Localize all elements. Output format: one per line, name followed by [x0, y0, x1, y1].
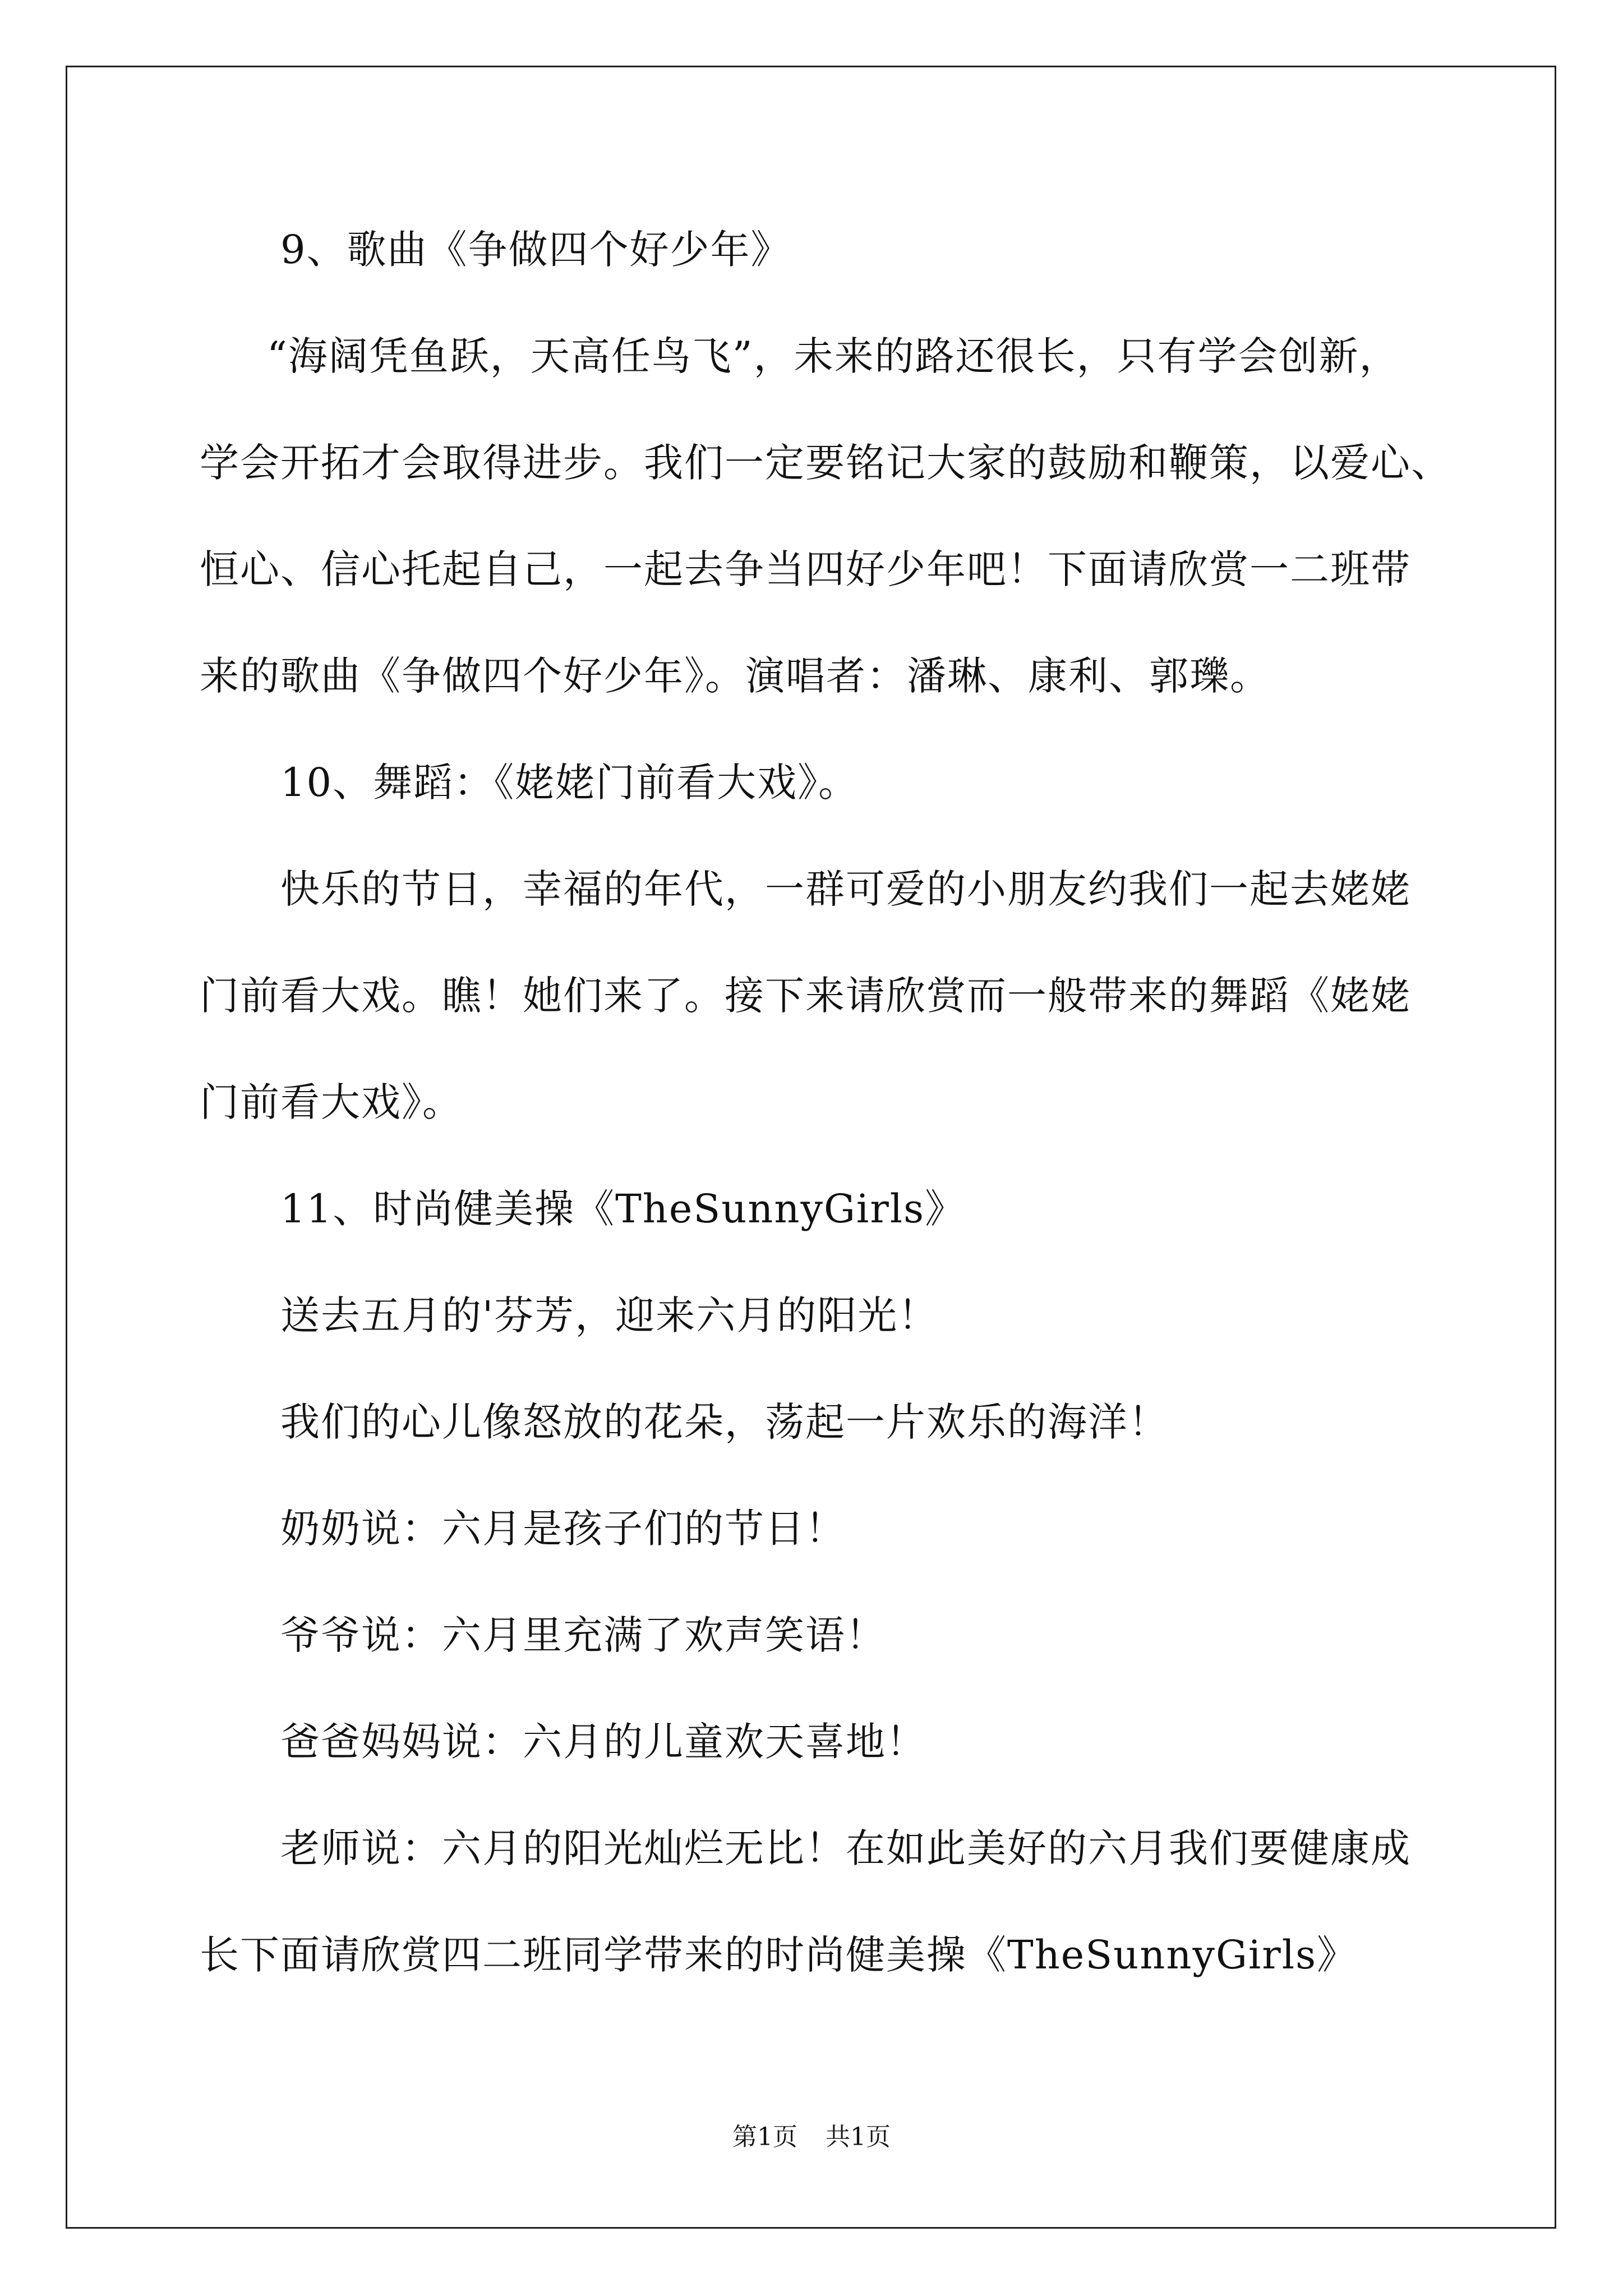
paragraph-line: “海阔凭鱼跃，天高任鸟飞”，未来的路还很长，只有学会创新， — [267, 333, 1400, 379]
heading-song: 9、歌曲《争做四个好少年》 — [280, 227, 791, 273]
page-number-current: 第1页 — [732, 2123, 797, 2151]
document-body — [200, 219, 1484, 2031]
paragraph-line: 爸爸妈妈说：六月的儿童欢天喜地！ — [280, 1719, 926, 1765]
paragraph-line: 爷爷说：六月里充满了欢声笑语！ — [280, 1612, 886, 1658]
paragraph-line: 来的歌曲《争做四个好少年》。演唱者：潘琳、康利、郭瓅。 — [200, 653, 1270, 699]
paragraph-line: 长下面请欣赏四二班同学带来的时尚健美操《TheSunnyGirls》 — [200, 1932, 1358, 1978]
paragraph-line: 恒心、信心托起自己，一起去争当四好少年吧！下面请欣赏一二班带 — [200, 546, 1411, 592]
paragraph-line: 送去五月的'芬芳，迎来六月的阳光！ — [280, 1292, 939, 1338]
heading-aerobics: 11、时尚健美操《TheSunnyGirls》 — [280, 1186, 966, 1232]
paragraph-line: 我们的心儿像怒放的花朵，荡起一片欢乐的海洋！ — [280, 1399, 1169, 1445]
paragraph-line: 门前看大戏》。 — [200, 1079, 463, 1125]
paragraph-line: 快乐的节日，幸福的年代，一群可爱的小朋友约我们一起去姥姥 — [280, 866, 1411, 912]
page-number-total: 共1页 — [826, 2123, 891, 2151]
paragraph-line: 学会开拓才会取得进步。我们一定要铭记大家的鼓励和鞭策，以爱心、 — [200, 440, 1451, 486]
paragraph-line: 奶奶说：六月是孩子们的节日！ — [280, 1506, 846, 1552]
page-footer — [0, 2120, 1623, 2154]
paragraph-line: 门前看大戏。瞧！她们来了。接下来请欣赏而一般带来的舞蹈《姥姥 — [200, 973, 1411, 1019]
heading-dance: 10、舞蹈：《姥姥门前看大戏》。 — [280, 760, 859, 806]
paragraph-line: 老师说：六月的阳光灿烂无比！在如此美好的六月我们要健康成 — [280, 1825, 1411, 1871]
